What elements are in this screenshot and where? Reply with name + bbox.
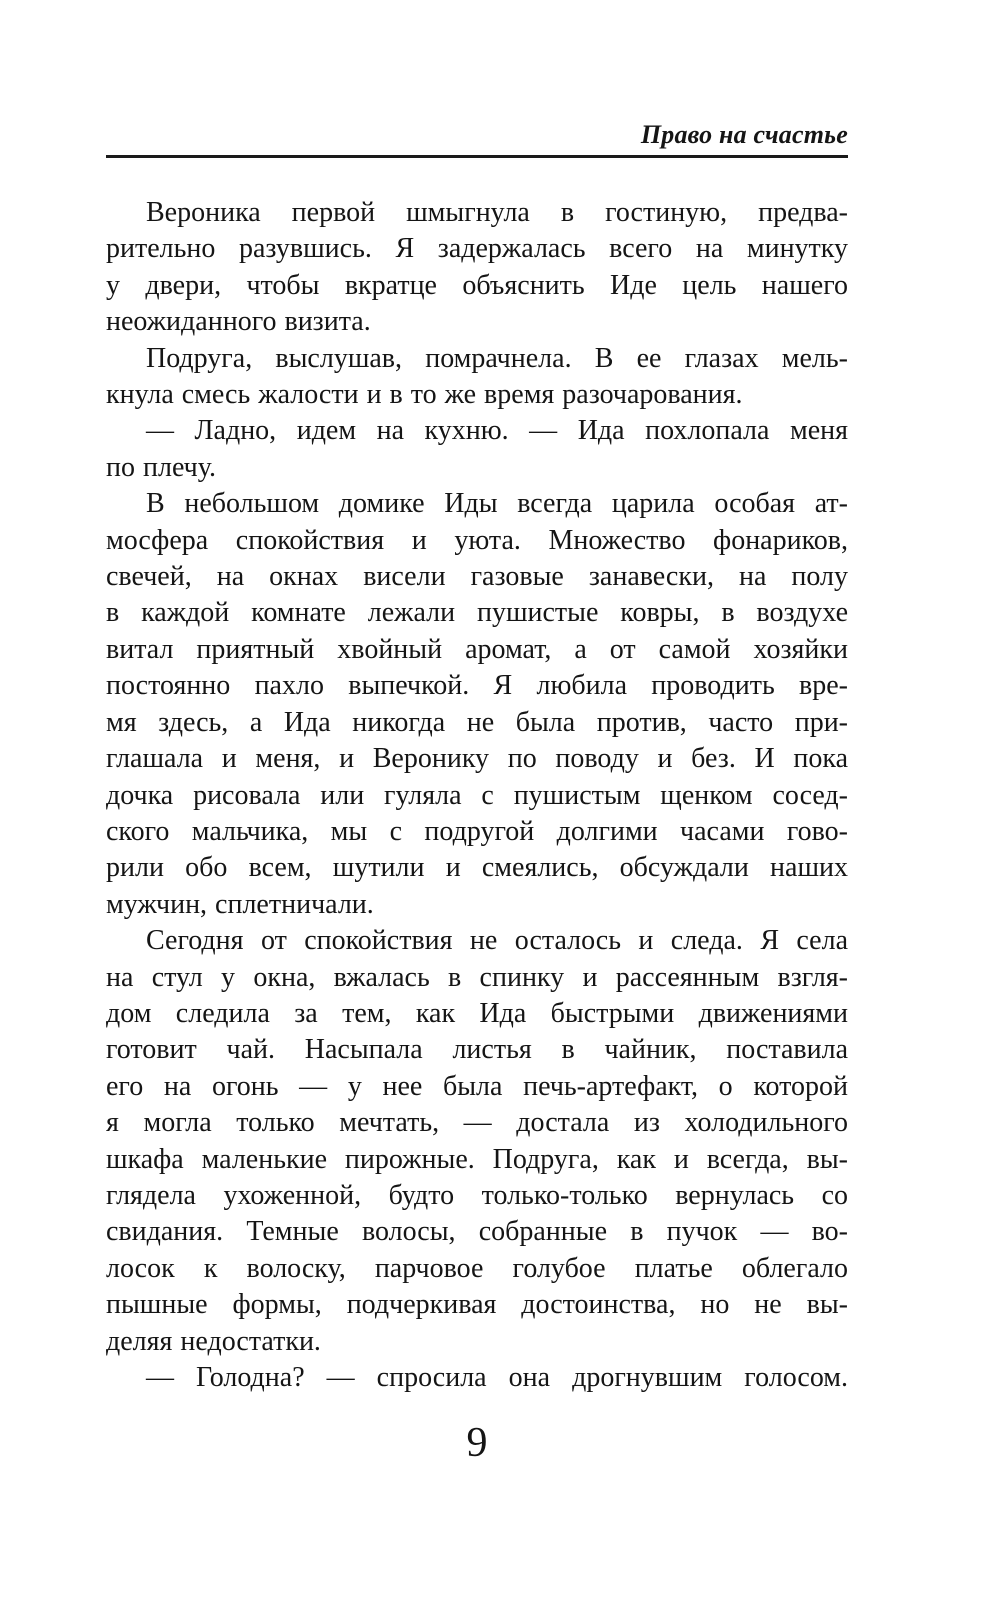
text-line: глядела ухоженной, будто только-только вернулась со — [106, 1179, 848, 1211]
text-line: его на огонь — у нее была печь-артефакт, о которой — [106, 1070, 848, 1102]
text-line: я могла только мечтать, — достала из холодильного — [106, 1107, 848, 1139]
page-number: 9 — [466, 1420, 488, 1466]
text-line: неожиданного визита. — [106, 306, 371, 338]
text-line: у двери, чтобы вкратце объяснить Иде цель нашего — [106, 269, 848, 301]
running-head-title: Право на счастье — [640, 120, 848, 149]
text-line: мосфера спокойствия и уюта. Множество фонариков, — [106, 524, 848, 556]
text-line: Вероника первой шмыгнула в гостиную, предва- — [146, 197, 848, 228]
text-line: постоянно пахло выпечкой. Я любила проводить вре- — [106, 670, 848, 702]
text-line: рили обо всем, шутили и смеялись, обсуждали наших — [106, 852, 848, 884]
text-line: мя здесь, а Ида никогда не была против, часто при- — [106, 706, 848, 738]
text-line: готовит чай. Насыпала листья в чайник, поставила — [106, 1034, 848, 1066]
text-line: рительно разувшись. Я задержалась всего на минутку — [106, 233, 848, 265]
text-line: по плечу. — [106, 451, 216, 483]
page-header — [106, 121, 848, 158]
body-text — [106, 195, 848, 1396]
text-line: в каждой комнате лежали пушистые ковры, в воздухе — [106, 597, 848, 629]
text-line: глашала и меня, и Веронику по поводу и без. И пока — [106, 743, 848, 775]
text-line: кнула смесь жалости и в то же время разочарования. — [106, 379, 743, 411]
text-line: деляя недостатки. — [106, 1325, 321, 1357]
text-line: лосок к волоску, парчовое голубое платье облегало — [106, 1252, 848, 1284]
text-line: В небольшом домике Иды всегда царила особая ат- — [146, 488, 848, 520]
header-rule — [106, 155, 848, 158]
text-line: — Голодна? — спросила она дрогнувшим голосом. — [146, 1362, 848, 1393]
text-line: пышные формы, подчеркивая достоинства, но не вы- — [106, 1289, 848, 1321]
text-line: шкафа маленькие пирожные. Подруга, как и всегда, вы- — [106, 1143, 848, 1175]
text-line: дом следила за тем, как Ида быстрыми движениями — [106, 997, 848, 1029]
text-line: мужчин, сплетничали. — [106, 888, 374, 920]
text-line: витал приятный хвойный аромат, а от самой хозяйки — [106, 633, 848, 665]
text-line: на стул у окна, вжалась в спинку и рассеянным взгля- — [106, 961, 848, 993]
text-line: Подруга, выслушав, помрачнела. В ее глазах мель- — [146, 342, 848, 374]
text-line: свечей, на окнах висели газовые занавески, на полу — [106, 561, 848, 593]
text-line: ского мальчика, мы с подругой долгими часами гово- — [106, 815, 848, 847]
text-line: свидания. Темные волосы, собранные в пучок — во- — [106, 1216, 848, 1248]
text-line: — Ладно, идем на кухню. — Ида похлопала меня — [146, 415, 848, 447]
text-line: Сегодня от спокойствия не осталось и следа. Я села — [146, 925, 848, 957]
text-line: дочка рисовала или гуляла с пушистым щенком сосед- — [106, 779, 848, 811]
